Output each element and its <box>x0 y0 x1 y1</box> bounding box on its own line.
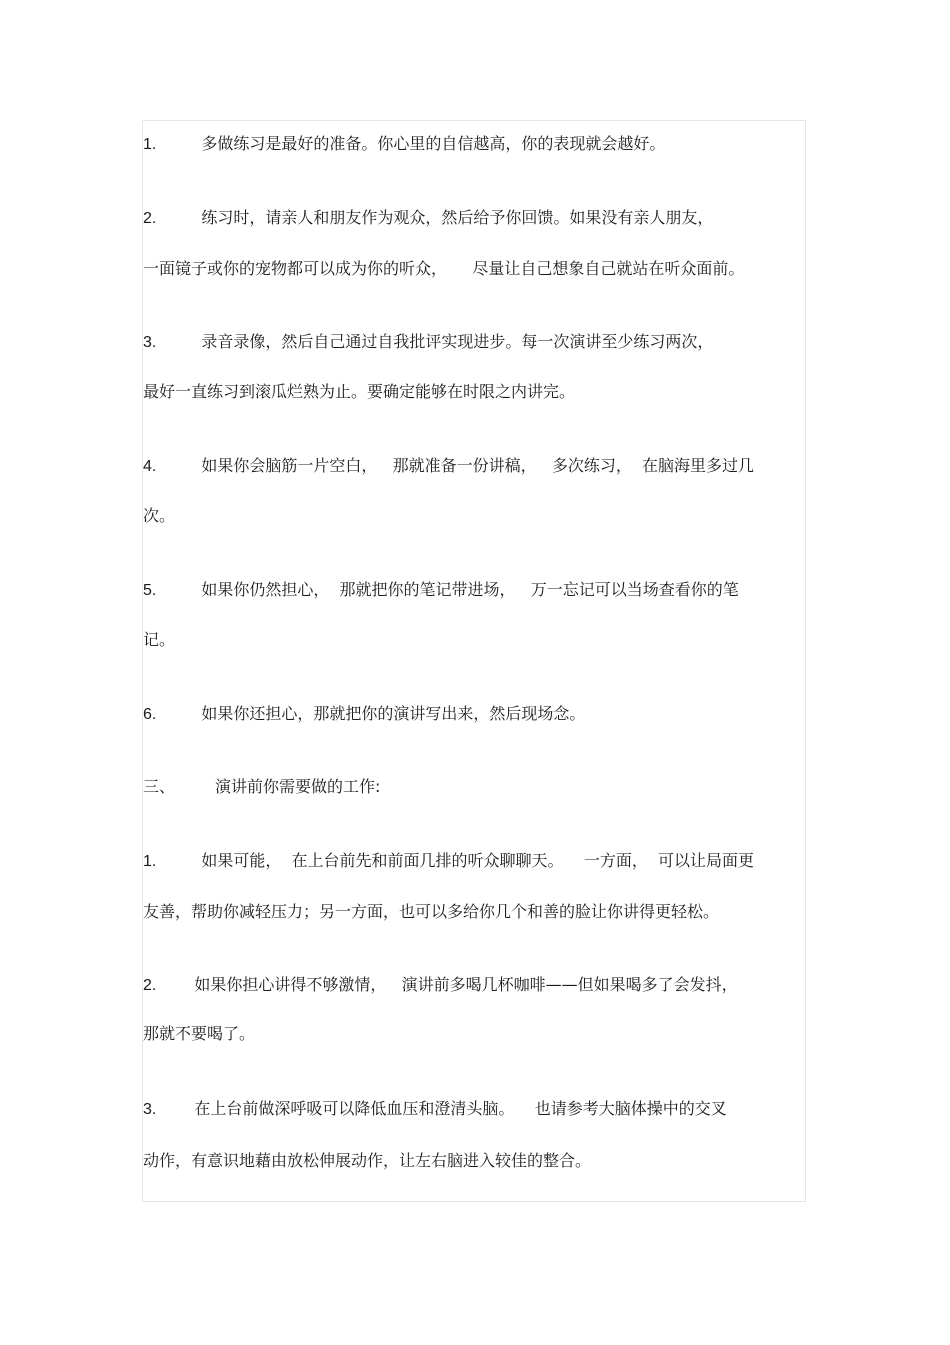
item-text: 如果可能， 在上台前先和前面几排的听众聊聊天。 一方面， 可以让局面更 <box>201 851 755 870</box>
section-heading <box>143 777 380 798</box>
item-text: 如果你仍然担心， 那就把你的笔记带进场， 万一忘记可以当场查看你的笔 <box>201 580 739 599</box>
list-item <box>143 456 754 477</box>
item-number: 2. <box>143 977 157 994</box>
list-item <box>143 704 585 725</box>
list-item-continuation: 一面镜子或你的宠物都可以成为你的听众， 尽量让自己想象自己就站在听众面前。 <box>143 259 745 278</box>
list-item-continuation: 记。 <box>143 630 176 649</box>
list-item-continuation: 动作，有意识地藉由放松伸展动作，让左右脑进入较佳的整合。 <box>143 1151 592 1170</box>
item-text: 录音录像，然后自己通过自我批评实现进步。每一次演讲至少练习两次， <box>201 332 714 351</box>
section-number: 三、 <box>143 779 176 796</box>
list-item-continuation: 友善，帮助你减轻压力；另一方面，也可以多给你几个和善的脸让你讲得更轻松。 <box>143 902 720 921</box>
section-title: 演讲前你需要做的工作: <box>215 777 381 796</box>
list-item <box>143 208 713 229</box>
item-text: 如果你还担心，那就把你的演讲写出来，然后现场念。 <box>201 704 586 723</box>
list-item-continuation: 那就不要喝了。 <box>143 1024 256 1043</box>
item-text: 在上台前做深呼吸可以降低血压和澄清头脑。 也请参考大脑体操中的交叉 <box>194 1099 727 1118</box>
item-number: 3. <box>143 334 157 351</box>
list-item <box>143 851 754 872</box>
list-item <box>143 975 738 996</box>
list-item <box>143 134 665 155</box>
item-text: 多做练习是最好的准备。你心里的自信越高，你的表现就会越好。 <box>201 134 666 153</box>
item-text: 练习时，请亲人和朋友作为观众，然后给予你回馈。如果没有亲人朋友， <box>201 208 714 227</box>
item-number: 2. <box>143 210 157 227</box>
list-item <box>143 332 713 353</box>
item-number: 6. <box>143 706 157 723</box>
item-number: 1. <box>143 853 157 870</box>
item-text: 如果你担心讲得不够激情， 演讲前多喝几杯咖啡——但如果喝多了会发抖， <box>194 975 738 994</box>
item-number: 4. <box>143 458 157 475</box>
list-item <box>143 1099 727 1120</box>
item-number: 1. <box>143 136 157 153</box>
item-number: 5. <box>143 582 157 599</box>
list-item-continuation: 最好一直练习到滚瓜烂熟为止。要确定能够在时限之内讲完。 <box>143 382 576 401</box>
item-text: 如果你会脑筋一片空白， 那就准备一份讲稿， 多次练习， 在脑海里多过几 <box>201 456 755 475</box>
list-item <box>143 580 739 601</box>
item-number: 3. <box>143 1101 157 1118</box>
list-item-continuation: 次。 <box>143 506 176 525</box>
